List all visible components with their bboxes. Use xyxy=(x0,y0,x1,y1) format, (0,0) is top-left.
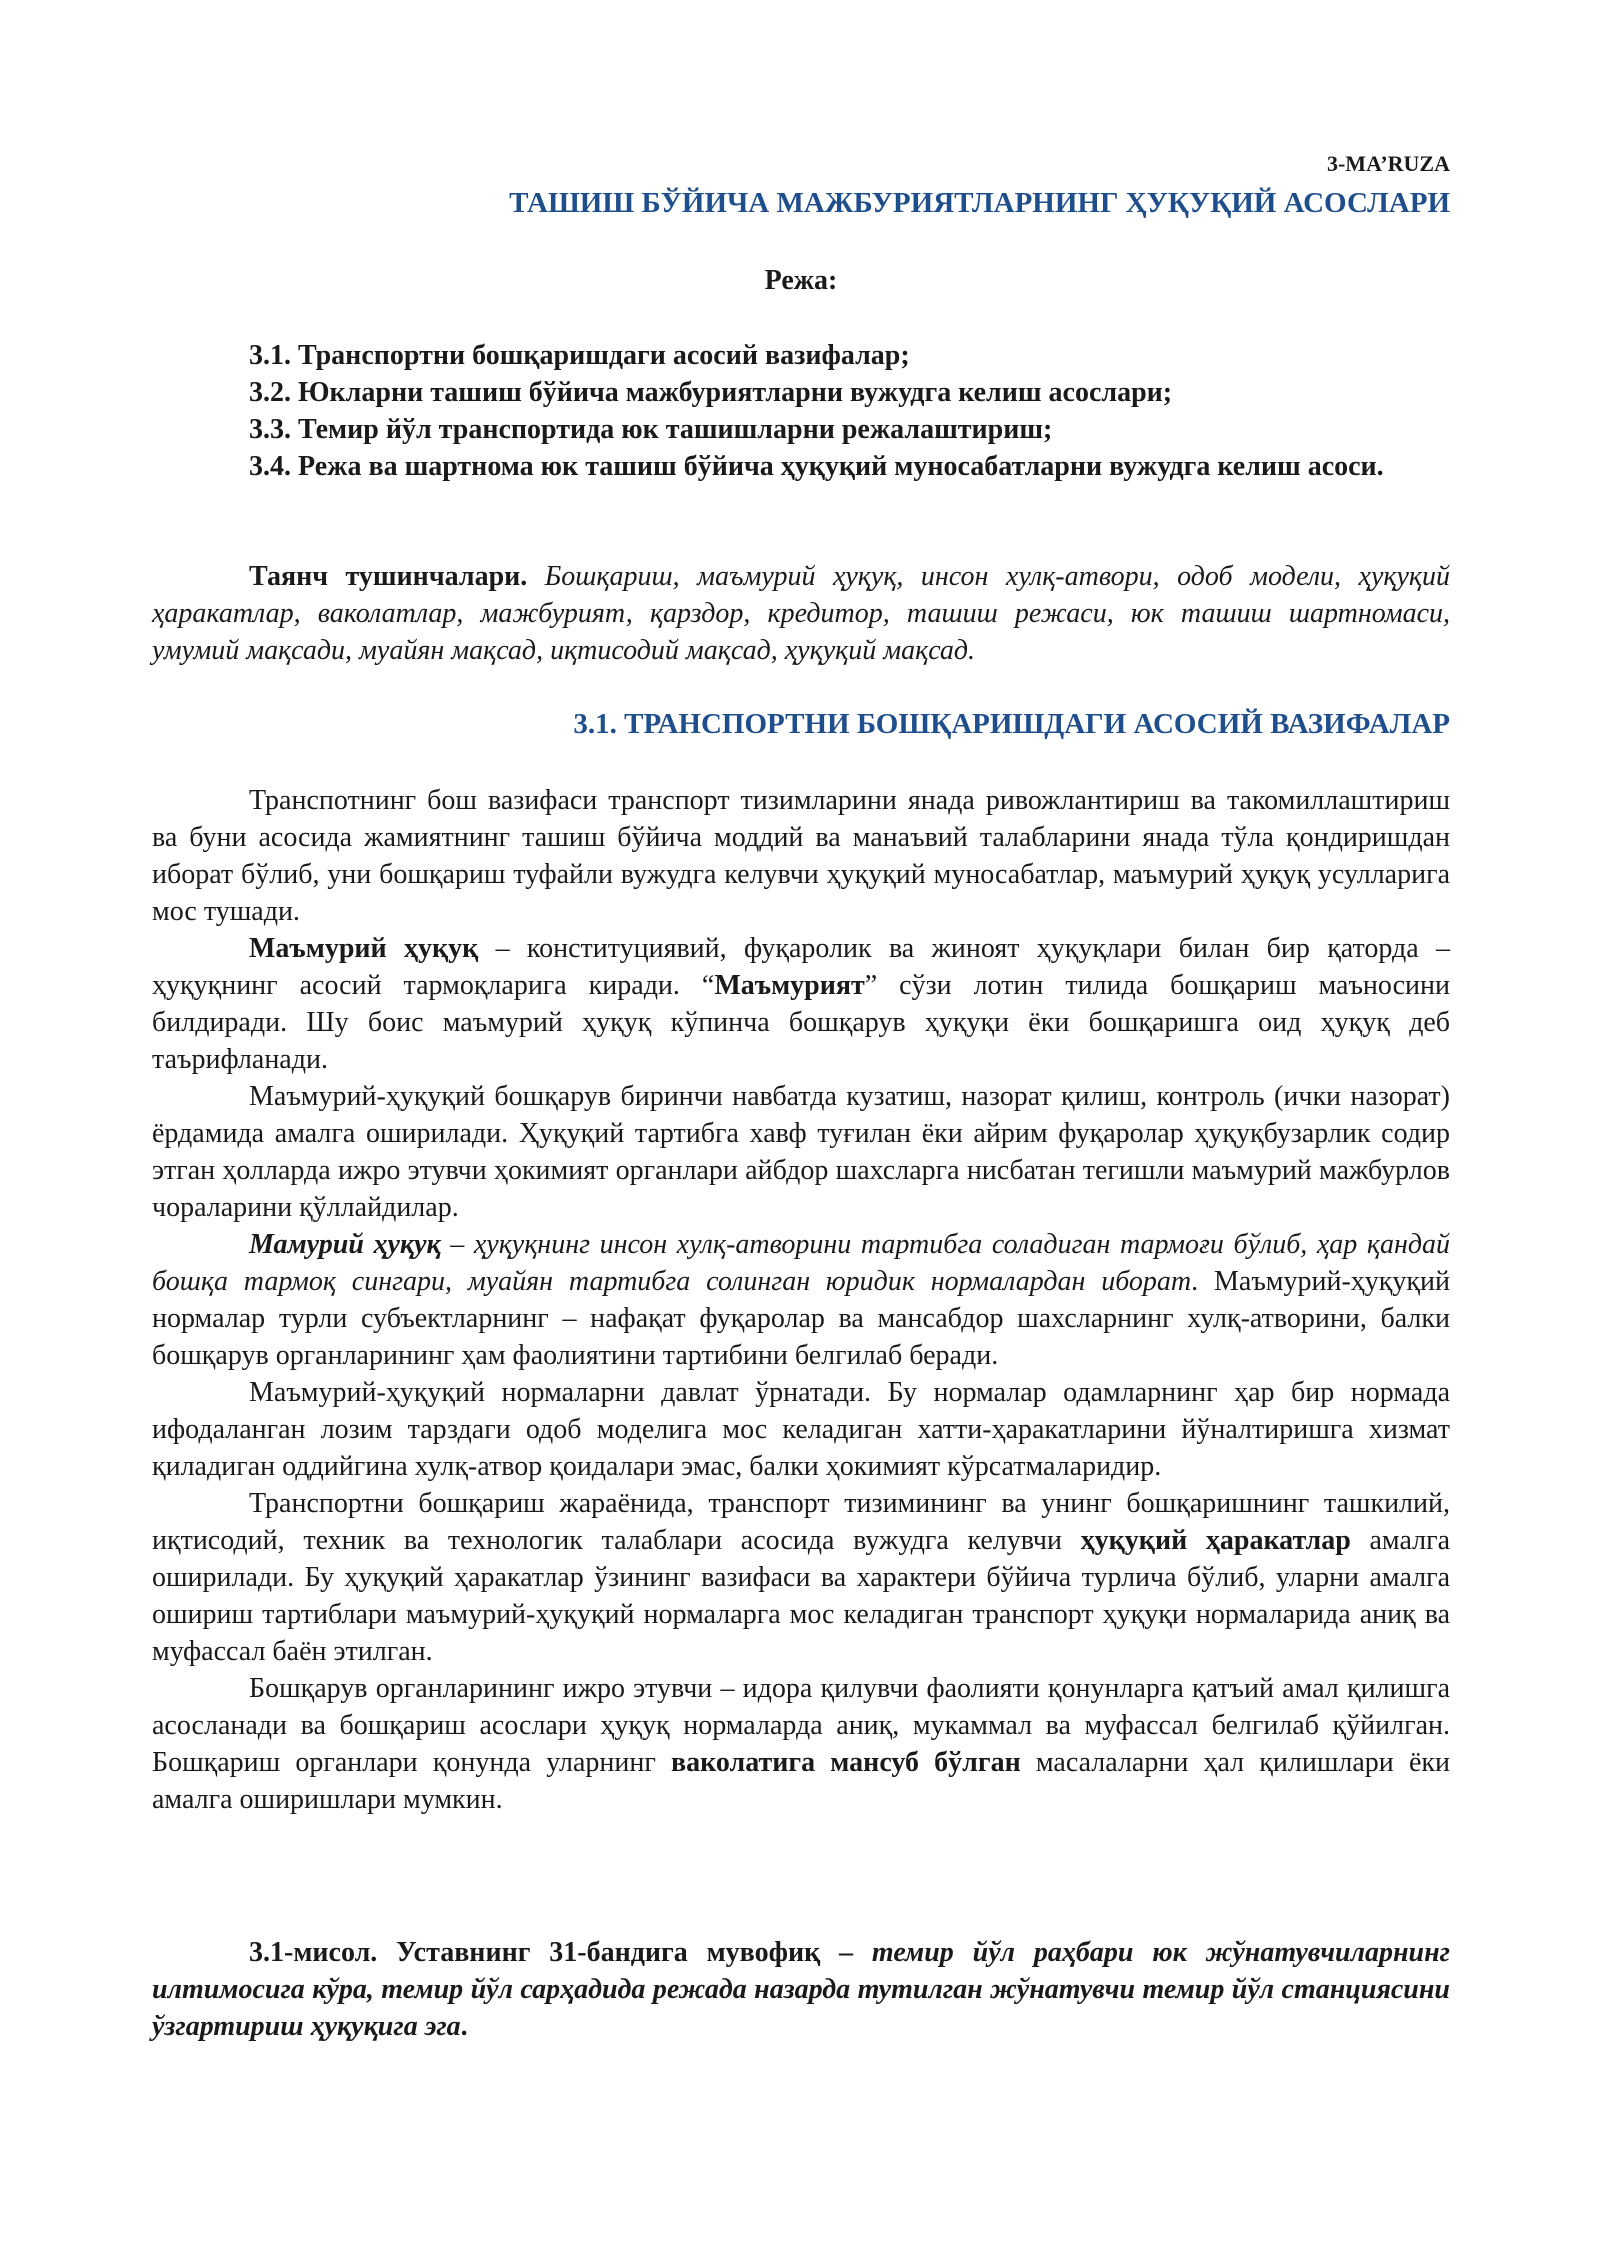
paragraph: Маъмурий ҳуқуқ – конституциявий, фуқаролик ва жиноят ҳуқуқлари билан бир қаторда – ҳуқуқнинг асосий тармоқларига киради. “Маъмурият” сўзи лотин тилида бошқариш маъносини билдиради. Шу боис маъмурий ҳуқуқ кўпинча бошқарув ҳуқуқи ёки бошқаришга оид ҳуқуқ деб таърифланади. xyxy=(152,933,1450,1075)
plan-item: 3.4. Режа ва шартнома юк ташиш бўйича ҳуқуқий муносабатларни вужудга келиш асоси. xyxy=(249,451,1384,482)
term-definition: Мамурий ҳуқуқ xyxy=(249,1229,441,1260)
paragraph: Транспотнинг бош вазифаси транспорт тизимларини янада ривожлантириш ва такомиллаштириш ва буни асосида жамиятнинг ташиш бўйича моддий ва манаъвий талабларини янада тўла қондиришдан иборат бўлиб, уни бошқариш туфайли вужудга келувчи ҳуқуқий муносабатлар, маъмурий ҳуқуқ усулларига мос тушади. xyxy=(152,785,1450,927)
key-concepts-text: Бошқариш, маъмурий ҳуқуқ, инсон хулқ-атвори, одоб модели, ҳуқуқий ҳаракатлар, ваколатлар, мажбурият, қарздор, кредитор, ташиш режаси, юк ташиш шартномаси, умумий мақсади, муайян мақсад, иқтисодий мақсад, ҳуқуқий мақсад. xyxy=(152,561,1450,666)
lecture-title: ТАШИШ БЎЙИЧА МАЖБУРИЯТЛАРНИНГ ҲУҚУҚИЙ АСОСЛАРИ xyxy=(509,187,1450,219)
section-body xyxy=(152,782,1450,1818)
paragraph: Бошқарув органларининг ижро этувчи – идора қилувчи фаолияти қонунларга қатъий амал қилишга асосланади ва бошқариш асослари ҳуқуқ нормаларда аниқ, мукаммал ва муфассал белгилаб қўйилган. Бошқариш органлари қонунда уларнинг ваколатига мансуб бўлган масалаларни ҳал қилишлари ёки амалга оширишлари мумкин. xyxy=(152,1673,1450,1815)
plan-item: 3.1. Транспортни бошқаришдаги асосий вазифалар; xyxy=(249,340,910,371)
key-concepts xyxy=(152,558,1450,669)
key-concepts-label: Таянч тушинчалари. xyxy=(249,561,528,592)
term-administrative-law: Маъмурий ҳуқуқ xyxy=(249,933,479,964)
term-legal-actions: ҳуқуқий ҳаракатлар xyxy=(1080,1525,1351,1556)
example-paragraph: 3.1-мисол. Уставнинг 31-бандига мувофиқ – темир йўл раҳбари юк жўнатувчиларнинг илтимосига кўра, темир йўл сарҳадида режада назарда тутилган жўнатувчи темир йўл станциясини ўзгартириш ҳуқуқига эга. xyxy=(152,1937,1450,2042)
paragraph: Транспортни бошқариш жараёнида, транспорт тизимининг ва унинг бошқаришнинг ташкилий, иқтисодий, техник ва технологик талаблари асосида вужудга келувчи ҳуқуқий ҳаракатлар амалга оширилади. Бу ҳуқуқий ҳаракатлар ўзининг вазифаси ва характери бўйича турлича бўлиб, уларни амалга ошириш тартиблари маъмурий-ҳуқуқий нормаларга мос келадиган транспорт ҳуқуқи нормаларида аниқ ва муфассал баён этилган. xyxy=(152,1488,1451,1667)
paragraph: Мамурий ҳуқуқ – ҳуқуқнинг инсон хулқ-атворини тартибга соладиган тармоғи бўлиб, ҳар қандай бошқа тармоқ сингари, муайян тартибга солинган юридик нормалардан иборат. Маъмурий-ҳуқуқий нормалар турли субъектларнинг – нафақат фуқаролар ва мансабдор шахсларнинг хулқ-атворини, балки бошқарув органларининг ҳам фаолиятини тартибини белгилаб беради. xyxy=(152,1229,1451,1371)
example-text: темир йўл раҳбари юк жўнатувчиларнинг илтимосига кўра, темир йўл сарҳадида режада назарда тутилган жўнатувчи темир йўл станциясини ўзгартириш ҳуқуқига эга xyxy=(152,1937,1450,2042)
term-competence: ваколатига мансуб бўлган xyxy=(671,1747,1021,1778)
term-administration: Маъмурият xyxy=(714,970,865,1001)
section-title: 3.1. ТРАНСПОРТНИ БОШҚАРИШДАГИ АСОСИЙ ВАЗИФАЛАР xyxy=(573,708,1450,740)
example-label: 3.1-мисол. Уставнинг 31-бандига мувофиқ – xyxy=(249,1937,854,1968)
paragraph: Маъмурий-ҳуқуқий нормаларни давлат ўрнатади. Бу нормалар одамларнинг ҳар бир нормада ифодаланган лозим тарздаги одоб моделига мос келадиган хатти-ҳаракатларини йўналтиришга хизмат қиладиган оддийгина хулқ-атвор қоидалари эмас, балки ҳокимият кўрсатмаларидир. xyxy=(152,1377,1450,1482)
plan-item: 3.3. Темир йўл транспортида юк ташишларни режалаштириш; xyxy=(249,414,1053,445)
plan-item: 3.2. Юкларни ташиш бўйича мажбуриятларни вужудга келиш асослари; xyxy=(249,377,1173,408)
lecture-number: 3-MA’RUZA xyxy=(1326,151,1450,176)
plan-title: Режа: xyxy=(764,265,838,296)
paragraph: Маъмурий-ҳуқуқий бошқарув биринчи навбатда кузатиш, назорат қилиш, контроль (ички назорат) ёрдамида амалга оширилади. Ҳуқуқий тартибга хавф туғилан ёки айрим фуқаролар ҳуқуқбузарлик содир этган ҳолларда ижро этувчи ҳокимият органлари айбдор шахсларга нисбатан тегишли маъмурий мажбурлов чораларини қўллайдилар. xyxy=(152,1081,1450,1223)
plan-list xyxy=(152,337,1450,485)
